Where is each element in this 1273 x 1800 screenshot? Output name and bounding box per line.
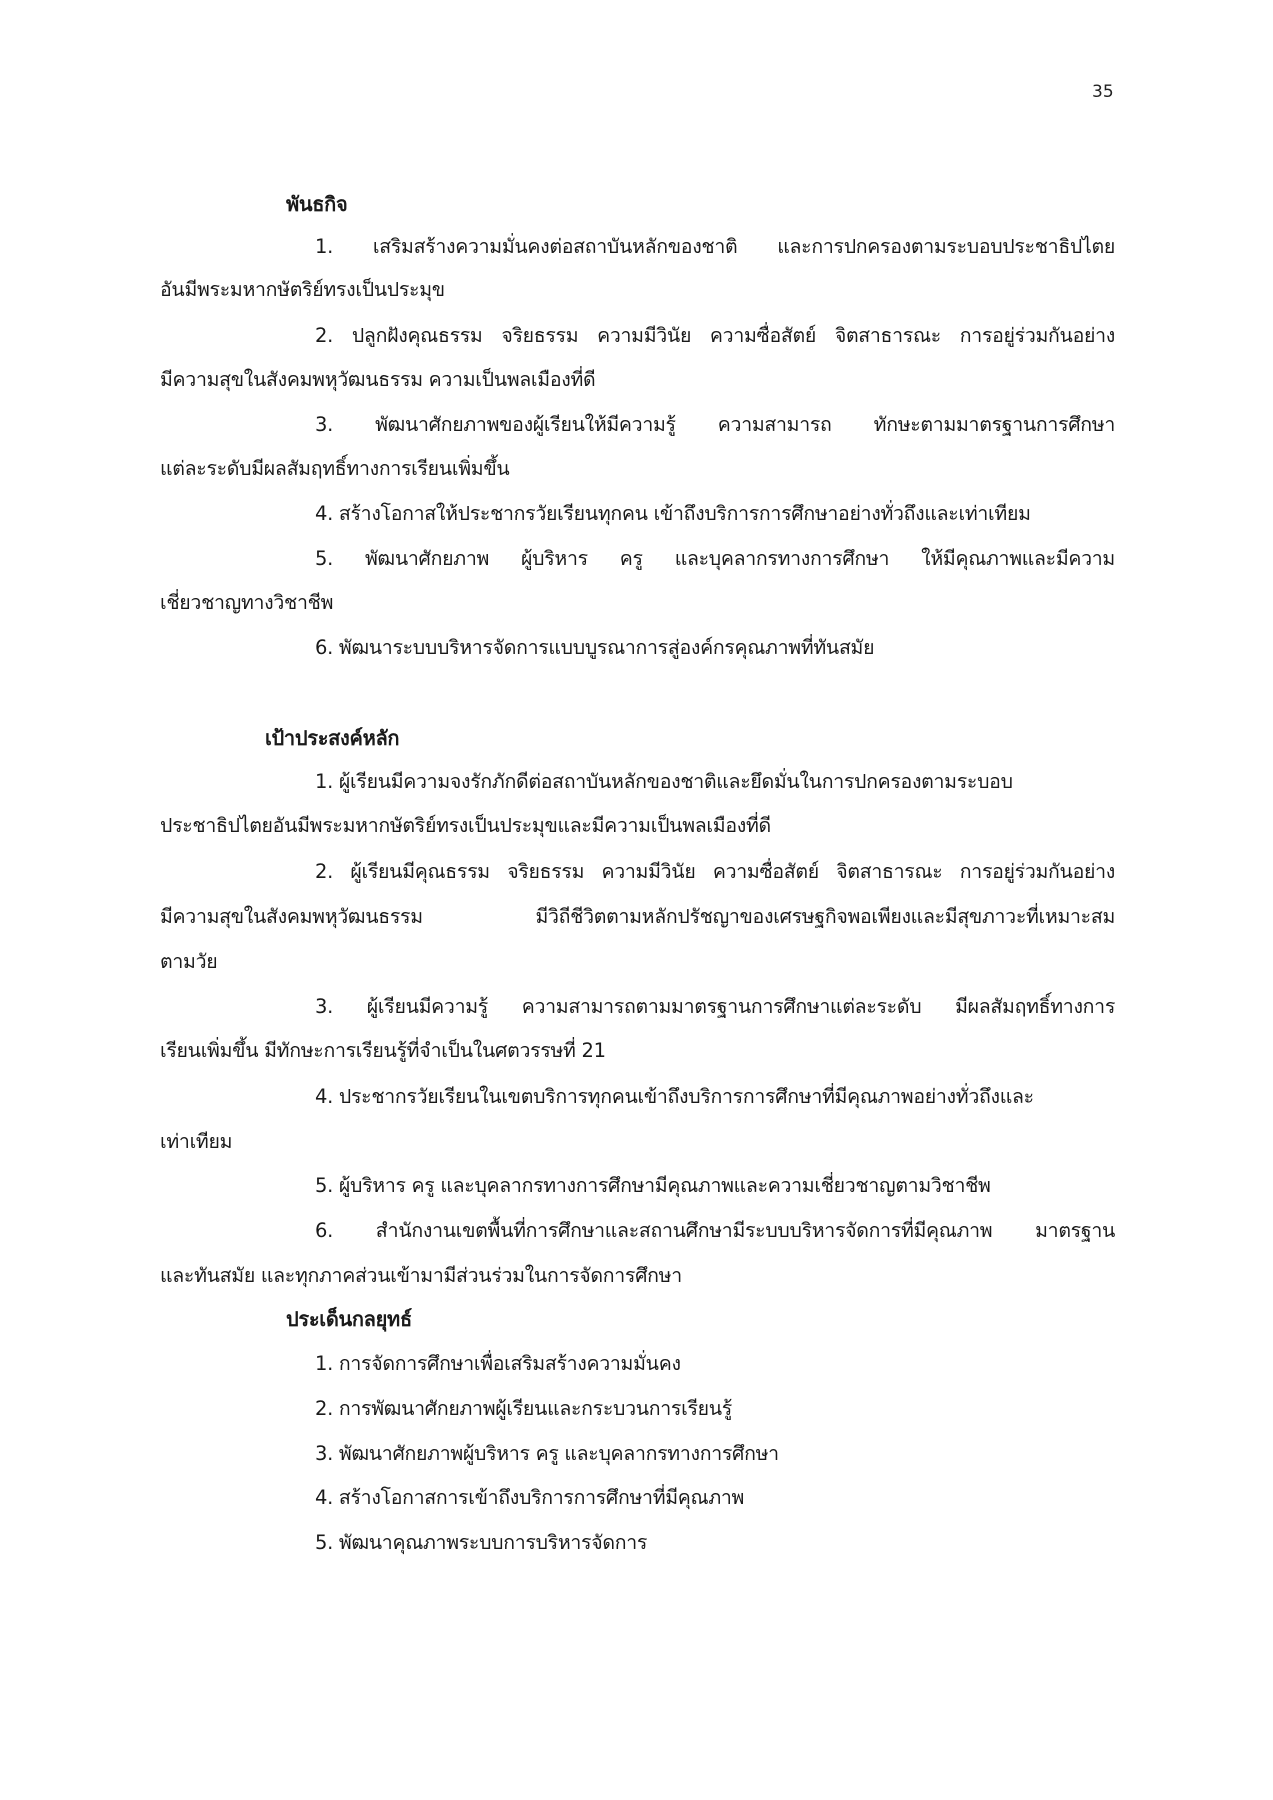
strategy-item-2: 2. การพัฒนาศักยภาพผู้เรียนและกระบวนการเรียนรู้ [315, 1397, 732, 1420]
strategy-item-3: 3. พัฒนาศักยภาพผู้บริหาร ครู และบุคลากรทางการศึกษา [315, 1442, 779, 1465]
goal-item-4-line2: เท่าเทียม [160, 1130, 233, 1153]
goal-item-4-line1: 4. ประชากรวัยเรียนในเขตบริการทุกคนเข้าถึงบริการการศึกษาที่มีคุณภาพอย่างทั่วถึงและ [315, 1085, 1034, 1108]
mission-item-4: 4. สร้างโอกาสให้ประชากรวัยเรียนทุกคน เข้าถึงบริการการศึกษาอย่างทั่วถึงและเท่าเทียม [315, 502, 1031, 525]
mission-heading: พันธกิจ [286, 192, 348, 216]
strategy-item-4: 4. สร้างโอกาสการเข้าถึงบริการการศึกษาที่มีคุณภาพ [315, 1486, 745, 1509]
strategy-item-5: 5. พัฒนาคุณภาพระบบการบริหารจัดการ [315, 1531, 648, 1554]
goal-item-6-line1: 6. สำนักงานเขตพื้นที่การศึกษาและสถานศึกษามีระบบบริหารจัดการที่มีคุณภาพ มาตรฐาน [315, 1219, 1115, 1242]
mission-item-2-line2: มีความสุขในสังคมพหุวัฒนธรรม ความเป็นพลเมืองที่ดี [160, 368, 596, 391]
strategy-item-1: 1. การจัดการศึกษาเพื่อเสริมสร้างความมั่นคง [315, 1352, 681, 1375]
goal-item-3-line2: เรียนเพิ่มขึ้น มีทักษะการเรียนรู้ที่จำเป็นในศตวรรษที่ 21 [160, 1039, 606, 1062]
mission-item-1-line2: อันมีพระมหากษัตริย์ทรงเป็นประมุข [160, 278, 445, 301]
goal-item-5: 5. ผู้บริหาร ครู และบุคลากรทางการศึกษามีคุณภาพและความเชี่ยวชาญตามวิชาชีพ [315, 1174, 991, 1197]
goal-item-2-line3: ตามวัย [160, 950, 218, 973]
goal-item-2-line1: 2. ผู้เรียนมีคุณธรรม จริยธรรม ความมีวินัย ความซื่อสัตย์ จิตสาธารณะ การอยู่ร่วมกันอย่าง [315, 860, 1115, 883]
mission-item-1-line1: 1. เสริมสร้างความมั่นคงต่อสถาบันหลักของชาติ และการปกครองตามระบอบประชาธิปไตย [315, 235, 1115, 258]
mission-item-5-line2: เชี่ยวชาญทางวิชาชีพ [160, 591, 334, 614]
mission-item-3-line1: 3. พัฒนาศักยภาพของผู้เรียนให้มีความรู้ ความสามารถ ทักษะตามมาตรฐานการศึกษา [315, 413, 1115, 436]
strategies-heading: ประเด็นกลยุทธ์ [286, 1307, 412, 1331]
mission-item-5-line1: 5. พัฒนาศักยภาพ ผู้บริหาร ครู และบุคลากรทางการศึกษา ให้มีคุณภาพและมีความ [315, 547, 1115, 570]
goal-item-3-line1: 3. ผู้เรียนมีความรู้ ความสามารถตามมาตรฐานการศึกษาแต่ละระดับ มีผลสัมฤทธิ์ทางการ [315, 995, 1115, 1018]
goals-heading: เป้าประสงค์หลัก [265, 726, 400, 750]
goal-item-6-line2: และทันสมัย และทุกภาคส่วนเข้ามามีส่วนร่วมในการจัดการศึกษา [160, 1264, 682, 1287]
page-number: 35 [1092, 82, 1114, 102]
mission-item-2-line1: 2. ปลูกฝังคุณธรรม จริยธรรม ความมีวินัย ความซื่อสัตย์ จิตสาธารณะ การอยู่ร่วมกันอย่าง [315, 324, 1115, 347]
goal-item-2-line2: มีความสุขในสังคมพหุวัฒนธรรม มีวิถีชีวิตตามหลักปรัชญาของเศรษฐกิจพอเพียงและมีสุขภาวะที่เหมาะสม [160, 905, 1115, 928]
goal-item-1-line2: ประชาธิปไตยอันมีพระมหากษัตริย์ทรงเป็นประมุขและมีความเป็นพลเมืองที่ดี [160, 814, 771, 837]
mission-item-6: 6. พัฒนาระบบบริหารจัดการแบบบูรณาการสู่องค์กรคุณภาพที่ทันสมัย [315, 636, 875, 659]
goal-item-1-line1: 1. ผู้เรียนมีความจงรักภักดีต่อสถาบันหลักของชาติและยึดมั่นในการปกครองตามระบอบ [315, 770, 1013, 793]
mission-item-3-line2: แต่ละระดับมีผลสัมฤทธิ์ทางการเรียนเพิ่มขึ้น [160, 457, 510, 480]
